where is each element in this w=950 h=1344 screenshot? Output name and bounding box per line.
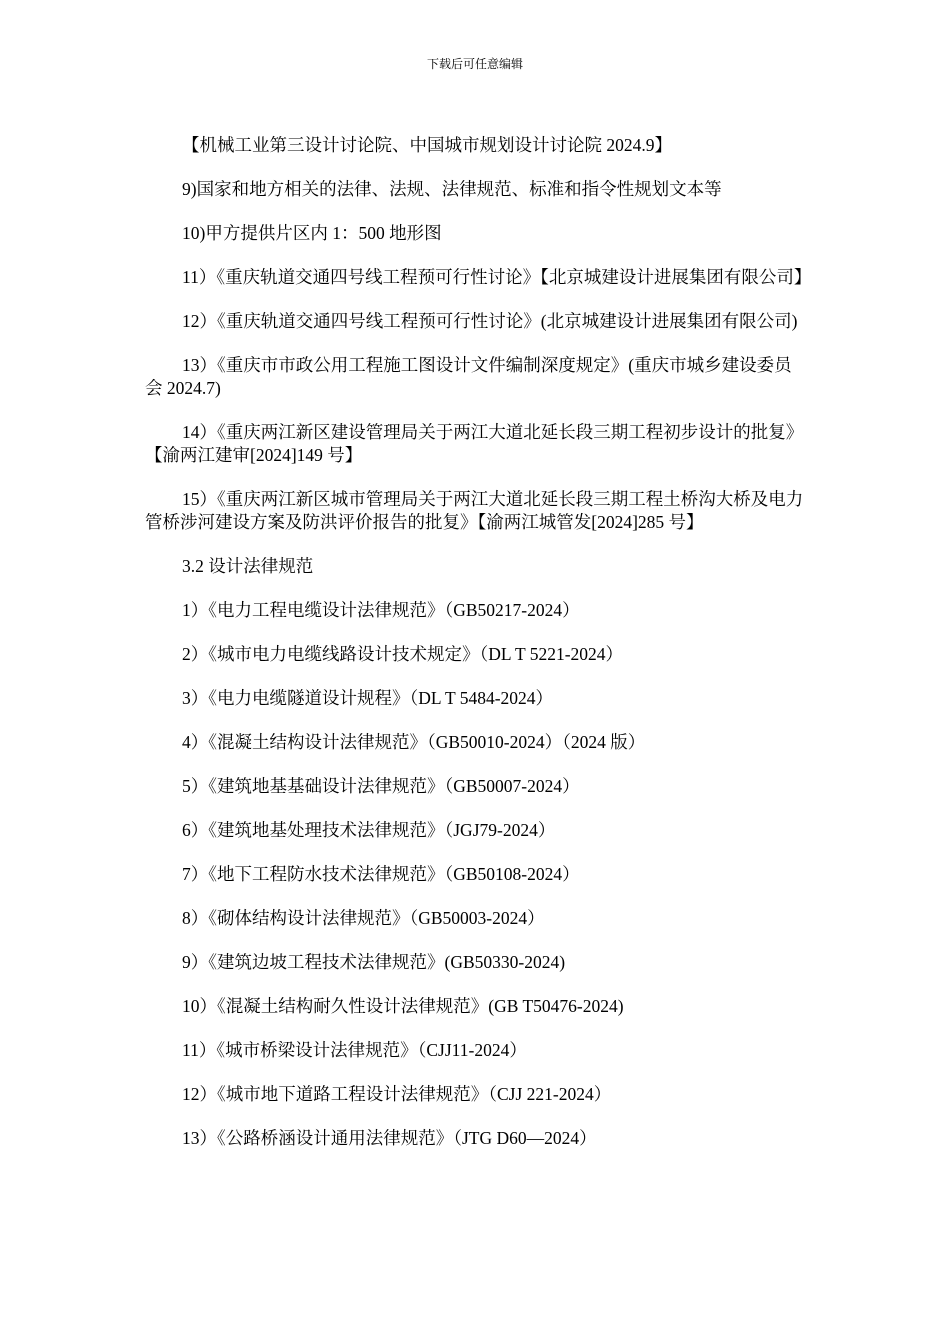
paragraph-item-10: 10)甲方提供片区内 1：500 地形图 (182, 223, 442, 243)
standard-item-10: 10）《混凝土结构耐久性设计法律规范》(GB T50476-2024) (182, 996, 624, 1016)
standard-item-9: 9）《建筑边坡工程技术法律规范》(GB50330-2024) (182, 952, 566, 972)
standard-item-3: 3）《电力电缆隧道设计规程》（DL T 5484-2024） (182, 688, 554, 708)
page-header: 下载后可任意编辑 (426, 57, 523, 71)
standard-item-2: 2）《城市电力电缆线路设计技术规定》（DL T 5221-2024） (182, 644, 624, 664)
standard-item-1: 1）《电力工程电缆设计法律规范》（GB50217-2024） (182, 600, 580, 620)
standard-item-12: 12）《城市地下道路工程设计法律规范》（CJJ 221-2024） (182, 1084, 612, 1104)
paragraph-source-note: 【机械工业第三设计讨论院、中国城市规划设计讨论院 2024.9】 (182, 135, 672, 155)
standard-item-5: 5）《建筑地基基础设计法律规范》（GB50007-2024） (182, 776, 580, 796)
standard-item-11: 11）《城市桥梁设计法律规范》（CJJ11-2024） (182, 1040, 527, 1060)
standard-item-13: 13）《公路桥涵设计通用法律规范》（JTG D60—2024） (182, 1128, 597, 1148)
paragraph-item-12: 12）《重庆轨道交通四号线工程预可行性讨论》(北京城建设计进展集团有限公司) (182, 311, 798, 331)
paragraph-item-11: 11）《重庆轨道交通四号线工程预可行性讨论》【北京城建设计进展集团有限公司】 (182, 267, 812, 287)
section-heading-3-2: 3.2 设计法律规范 (182, 556, 314, 576)
standard-item-4: 4）《混凝土结构设计法律规范》（GB50010-2024）（2024 版） (182, 732, 646, 752)
paragraph-item-13: 13）《重庆市市政公用工程施工图设计文件编制深度规定》(重庆市城乡建设委员会 2024.7) (145, 355, 792, 398)
standard-item-8: 8）《砌体结构设计法律规范》（GB50003-2024） (182, 908, 545, 928)
standard-item-7: 7）《地下工程防水技术法律规范》（GB50108-2024） (182, 864, 580, 884)
paragraph-item-15: 15）《重庆两江新区城市管理局关于两江大道北延长段三期工程土桥沟大桥及电力管桥涉河建设方案及防洪评价报告的批复》【渝两江城管发[2024]285 号】 (145, 489, 804, 532)
standard-item-6: 6）《建筑地基处理技术法律规范》（JGJ79-2024） (182, 820, 556, 840)
document-body (145, 134, 812, 1171)
paragraph-item-9: 9)国家和地方相关的法律、法规、法律规范、标准和指令性规划文本等 (182, 179, 722, 199)
paragraph-item-14: 14）《重庆两江新区建设管理局关于两江大道北延长段三期工程初步设计的批复》【渝两江建审[2024]149 号】 (145, 422, 804, 465)
